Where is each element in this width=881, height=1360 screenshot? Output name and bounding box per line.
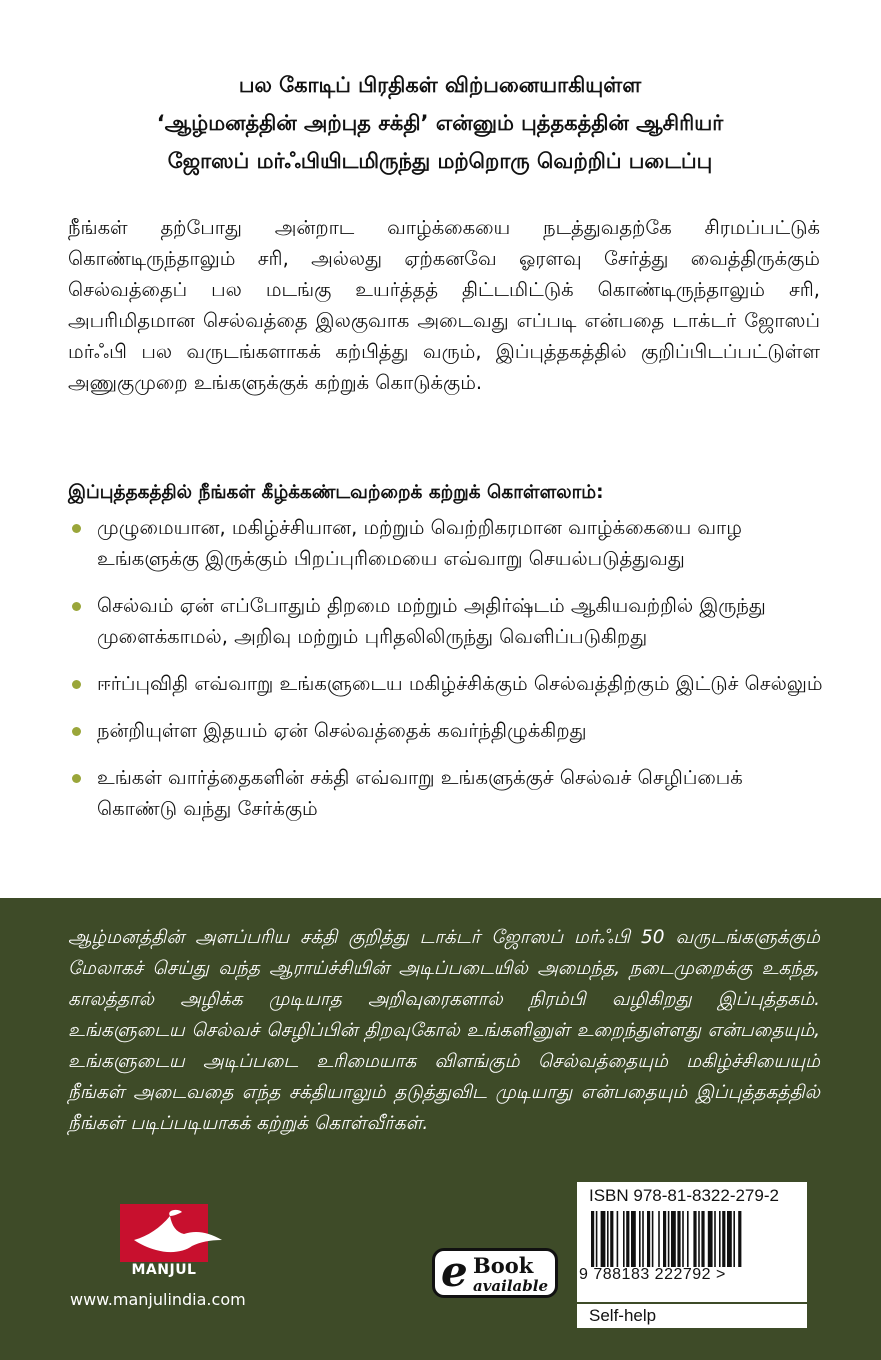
barcode-bar — [671, 1211, 676, 1267]
publisher-logo — [120, 1204, 228, 1278]
barcode-bar — [623, 1211, 625, 1267]
back-cover-panel — [0, 898, 881, 1360]
bullet-dot-icon — [72, 602, 81, 611]
ebook-badge — [432, 1248, 558, 1298]
barcode-bar — [682, 1211, 684, 1267]
barcode-bar — [719, 1211, 721, 1267]
barcode-bar — [677, 1211, 680, 1267]
barcode-bar — [591, 1211, 594, 1267]
barcode-bar — [610, 1211, 613, 1267]
barcode-bar — [617, 1211, 619, 1267]
barcode-bar — [714, 1211, 716, 1267]
category-label: Self-help — [577, 1304, 807, 1328]
barcode-bar — [687, 1211, 689, 1267]
bullet-dot-icon — [72, 774, 81, 783]
list-item-text: நன்றியுள்ள இதயம் ஏன் செல்வத்தைக் கவர்ந்திழுக்கிறது — [97, 719, 587, 742]
headline-line-2: ‘ஆழ்மனத்தின் அற்புத சக்தி’ என்னும் புத்தகத்தின் ஆசிரியர் — [156, 111, 724, 135]
list-item — [68, 512, 828, 574]
bird-icon — [126, 1206, 226, 1264]
barcode-bar — [658, 1211, 660, 1267]
bullet-list — [68, 512, 828, 840]
isbn-label: ISBN 978-81-8322-279-2 — [589, 1186, 779, 1205]
barcode-bar — [647, 1211, 650, 1267]
list-item — [68, 668, 828, 699]
list-item-text: ஈர்ப்புவிதி எவ்வாறு உங்களுடைய மகிழ்ச்சிக்கும் செல்வத்திற்கும் இட்டுச் செல்லும் — [97, 672, 823, 695]
list-item-text: முழுமையான, மகிழ்ச்சியான, மற்றும் வெற்றிகரமான வாழ்க்கையை வாழ உங்களுக்கு இருக்கும் பிறப்புரிமையை எவ்வாறு செயல்படுத்துவது — [97, 516, 742, 570]
headline — [40, 66, 840, 180]
ebook-available-label: available — [473, 1277, 548, 1295]
list-item-text: உங்கள் வார்த்தைகளின் சக்தி எவ்வாறு உங்களுக்குச் செல்வச் செழிப்பைக் கொண்டு வந்து சேர்க்கும் — [97, 766, 743, 820]
intro-paragraph: நீங்கள் தற்போது அன்றாட வாழ்க்கையை நடத்துவதற்கே சிரமப்பட்டுக் கொண்டிருந்தாலும் சரி, அல்லது ஏற்கனவே ஓரளவு சேர்த்து வைத்திருக்கும் செல்வத்தைப் பல மடங்கு உயர்த்தத் திட்டமிட்டுக் கொண்டிருந்தாலும் சரி, அபரிமிதமான செல்வத்தை இலகுவாக அடைவது எப்படி என்பதை டாக்டர் ஜோஸப் மர்ஃபி பல வருடங்களாகக் கற்பித்து வரும், இப்புத்தகத்தில் குறிப்பிடப்பட்டுள்ள அணுகுமுறை உங்களுக்குக் கற்றுக் கொடுக்கும். — [68, 216, 820, 394]
headline-line-1: பல கோடிப் பிரதிகள் விற்பனையாகியுள்ள — [238, 73, 642, 97]
publisher-website: www.manjulindia.com — [70, 1290, 246, 1309]
barcode-bar — [708, 1211, 713, 1267]
barcode-bar — [701, 1211, 704, 1267]
barcode-bar — [642, 1211, 644, 1267]
barcode-bar — [733, 1211, 735, 1267]
barcode-bar — [693, 1211, 696, 1267]
ebook-e-letter: e — [441, 1247, 468, 1296]
list-item — [68, 762, 828, 824]
isbn-barcode — [577, 1182, 807, 1302]
barcode-bar — [727, 1211, 732, 1267]
barcode-bar — [601, 1211, 606, 1267]
list-item — [68, 715, 828, 746]
bullet-dot-icon — [72, 524, 81, 533]
barcode-bar — [668, 1211, 670, 1267]
barcode-bar — [663, 1211, 666, 1267]
barcode-bar — [738, 1211, 741, 1267]
publisher-name: MANJUL — [131, 1262, 197, 1278]
barcode-bar — [698, 1211, 700, 1267]
barcode-bar — [596, 1211, 598, 1267]
bullet-dot-icon — [72, 680, 81, 689]
barcode-bars — [591, 1211, 787, 1267]
list-item-text: செல்வம் ஏன் எப்போதும் திறமை மற்றும் அதிர்ஷ்டம் ஆகியவற்றில் இருந்து முளைக்காமல், அறிவு மற்றும் புரிதலிலிருந்து வெளிப்படுகிறது — [97, 594, 766, 648]
learn-heading: இப்புத்தகத்தில் நீங்கள் கீழ்க்கண்டவற்றைக் கற்றுக் கொள்ளலாம்: — [68, 482, 604, 503]
bullet-dot-icon — [72, 727, 81, 736]
barcode-digits: 9 788183 222792 > — [579, 1266, 726, 1283]
barcode-bar — [652, 1211, 654, 1267]
blurb-paragraph: ஆழ்மனத்தின் அளப்பரிய சக்தி குறித்து டாக்டர் ஜோஸப் மர்ஃபி 50 வருடங்களுக்கும் மேலாகச் செய்து வந்த ஆராய்ச்சியின் அடிப்படையில் அமைந்த, நடைமுறைக்கு உகந்த, காலத்தால் அழிக்க முடியாத அறிவுரைகளால் நிரம்பி வழிகிறது இப்புத்தகம். உங்களுடைய செல்வச் செழிப்பின் திறவுகோல் உங்களினுள் உறைந்துள்ளது என்பதையும், உங்களுடைய அடிப்படை உரிமையாக விளங்கும் செல்வத்தையும் மகிழ்ச்சியையும் நீங்கள் அடைவதை எந்த சக்தியாலும் தடுத்துவிட முடியாது என்பதையும் இப்புத்தகத்தில் நீங்கள் படிப்படியாகக் கற்றுக் கொள்வீர்கள். — [68, 927, 820, 1134]
headline-line-3: ஜோஸப் மர்ஃபியிடமிருந்து மற்றொரு வெற்றிப் படைப்பு — [167, 149, 713, 173]
barcode-bar — [722, 1211, 725, 1267]
ebook-book-label: Book — [473, 1253, 534, 1278]
barcode-bar — [631, 1211, 636, 1267]
barcode-bar — [639, 1211, 641, 1267]
barcode-bar — [607, 1211, 609, 1267]
list-item — [68, 590, 828, 652]
barcode-bar — [626, 1211, 629, 1267]
